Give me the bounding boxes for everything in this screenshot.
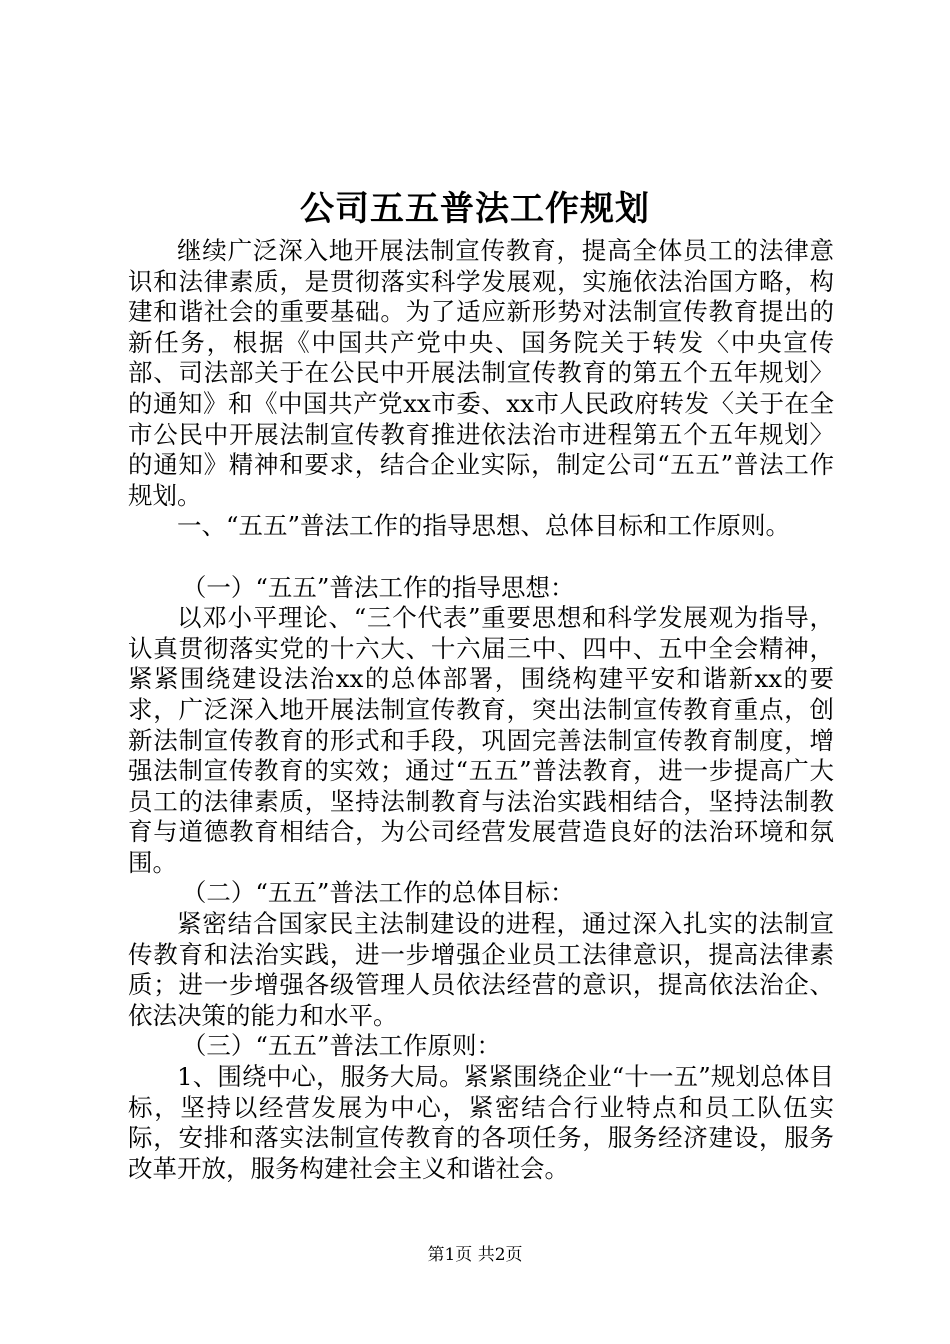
document-title: 公司五五普法工作规划	[300, 189, 650, 229]
subsection-heading-guiding-ideology: （一）“五五”普法工作的指导思想：	[181, 572, 575, 602]
section-heading-1: 一、“五五”普法工作的指导思想、总体目标和工作原则。	[177, 511, 791, 541]
guiding-ideology-paragraph: 以邓小平理论、“三个代表”重要思想和科学发展观为指导，认真贯彻落实党的十六大、十六届三中、四中、五中全会精神，紧紧围绕建设法治xx的总体部署，围绕构建平安和谐新xx的要求，广泛深入地开展法制宣传教育，突出法制宣传教育重点，创新法制宣传教育的形式和手段，巩固完善法制宣传教育制度，增强法制宣传教育的实效；通过“五五”普法教育，进一步提高广大员工的法律素质，坚持法制教育与法治实践相结合，坚持法制教育与道德教育相结合，为公司经营发展营造良好的法治环境和氛围。	[128, 603, 834, 877]
principle-item-1: 1、围绕中心，服务大局。紧紧围绕企业“十一五”规划总体目标，坚持以经营发展为中心，紧密结合行业特点和员工队伍实际，安排和落实法制宣传教育的各项任务，服务经济建设，服务改革开放，服务构建社会主义和谐社会。	[128, 1062, 834, 1183]
subsection-heading-principles: （三）“五五”普法工作原则：	[181, 1031, 501, 1061]
subsection-heading-overall-goal: （二）“五五”普法工作的总体目标：	[181, 878, 575, 908]
overall-goal-paragraph: 紧密结合国家民主法制建设的进程，通过深入扎实的法制宣传教育和法治实践，进一步增强企业员工法律意识，提高法律素质；进一步增强各级管理人员依法经营的意识，提高依法治企、依法决策的能力和水平。	[128, 909, 834, 1030]
document-body	[128, 236, 834, 1184]
intro-paragraph: 继续广泛深入地开展法制宣传教育，提高全体员工的法律意识和法律素质，是贯彻落实科学发展观，实施依法治国方略，构建和谐社会的重要基础。为了适应新形势对法制宣传教育提出的新任务，根据《中国共产党中央、国务院关于转发〈中央宣传部、司法部关于在公民中开展法制宣传教育的第五个五年规划〉的通知》和《中国共产党xx市委、xx市人民政府转发〈关于在全市公民中开展法制宣传教育推进依法治市进程第五个五年规划〉的通知》精神和要求，结合企业实际，制定公司“五五”普法工作规划。	[128, 236, 834, 510]
page-footer: 第1页 共2页	[427, 1245, 523, 1265]
